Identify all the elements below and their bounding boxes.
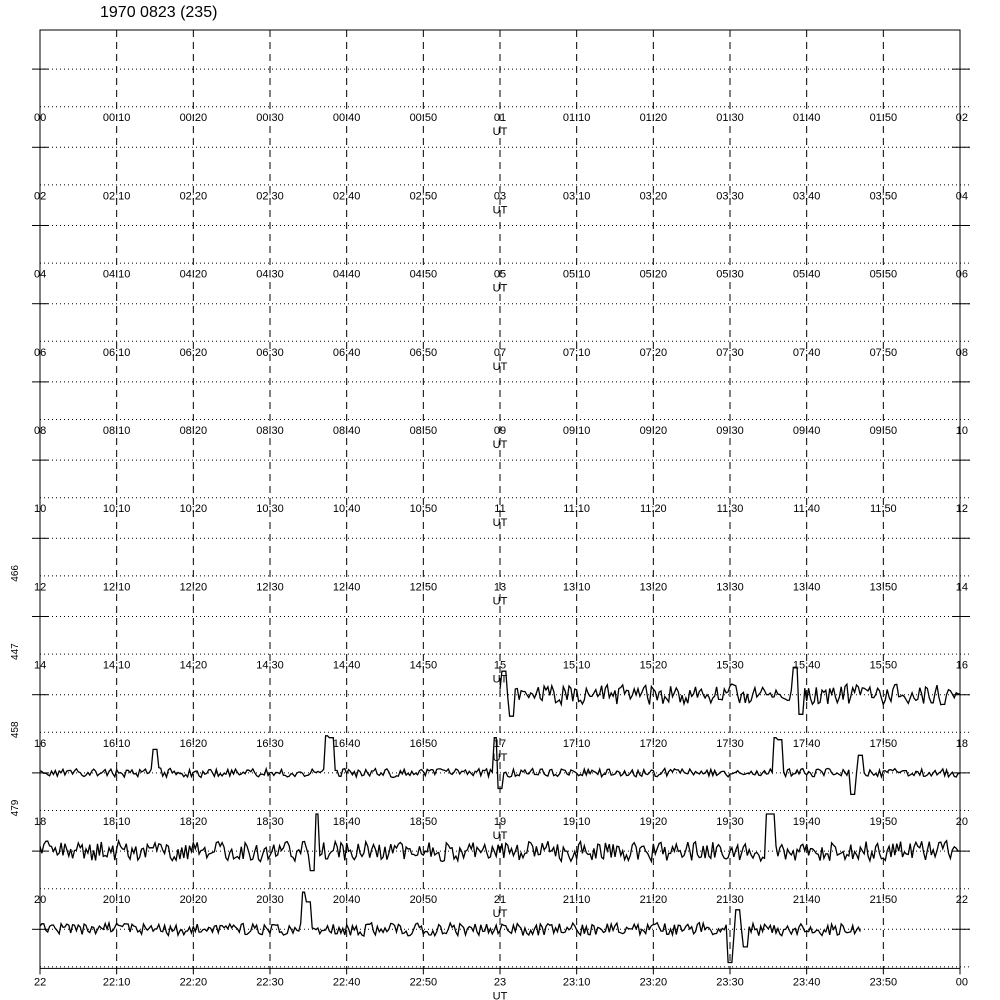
tick-label: 07:40 <box>792 346 821 359</box>
tick-label: 08:30 <box>256 425 284 437</box>
axis-unit-label: UT <box>492 908 508 921</box>
tick-label: 05:20 <box>639 268 668 281</box>
axis-unit-label: UT <box>492 595 508 608</box>
tick-label: 15:50 <box>869 659 898 672</box>
tick-label: 09:10 <box>562 425 591 437</box>
tick-label: 19 <box>493 816 507 828</box>
tick-label: 01:50 <box>869 112 898 125</box>
tick-label: 20 <box>955 816 968 828</box>
tick-label: 15:10 <box>562 659 591 672</box>
tick-label: 01:30 <box>716 112 744 125</box>
panel-side-label: 479 <box>10 799 21 817</box>
tick-label: 06 <box>955 268 968 281</box>
tick-label: 02:20 <box>179 190 208 203</box>
axis-unit-label: UT <box>492 439 508 451</box>
bottom-tick-label: 23:30 <box>716 976 744 989</box>
tick-label: 02:10 <box>102 190 131 203</box>
tick-label: 03:50 <box>869 190 898 203</box>
tick-label: 12:20 <box>179 581 208 594</box>
tick-label: 19:50 <box>869 816 898 828</box>
tick-label: 20 <box>34 894 47 907</box>
bottom-axis-unit-label: UT <box>492 990 508 1000</box>
tick-label: 21:40 <box>792 894 821 907</box>
tick-label: 18:20 <box>179 816 208 828</box>
tick-label: 10:10 <box>102 503 131 516</box>
tick-label: 14:10 <box>102 659 131 672</box>
tick-label: 07:20 <box>639 346 668 359</box>
tick-label: 05:30 <box>716 268 744 281</box>
tick-label: 08 <box>34 425 47 437</box>
tick-label: 01:20 <box>639 112 668 125</box>
tick-label: 03:10 <box>562 190 591 203</box>
tick-label: 13:20 <box>639 581 668 594</box>
tick-label: 20:10 <box>102 894 131 907</box>
tick-label: 16:50 <box>409 737 438 750</box>
tick-label: 16:40 <box>332 737 361 750</box>
axis-unit-label: UT <box>492 673 508 686</box>
tick-label: 06:50 <box>409 346 438 359</box>
tick-label: 15:30 <box>716 659 744 672</box>
tick-label: 11:50 <box>869 503 897 516</box>
tick-label: 08:10 <box>102 425 131 437</box>
bottom-tick-label: 22:50 <box>409 976 438 989</box>
axis-unit-label: UT <box>492 517 508 530</box>
tick-label: 20:40 <box>332 894 361 907</box>
tick-label: 16:20 <box>179 737 208 750</box>
tick-label: 06:20 <box>179 346 208 359</box>
bottom-tick-label: 23 <box>493 976 507 989</box>
tick-label: 18 <box>34 816 47 828</box>
tick-label: 14:50 <box>409 659 438 672</box>
tick-label: 18:10 <box>102 816 131 828</box>
tick-label: 02 <box>955 112 968 125</box>
tick-label: 09:20 <box>639 425 668 437</box>
tick-label: 04 <box>34 268 47 281</box>
tick-label: 11:10 <box>563 503 591 516</box>
tick-label: 15:40 <box>792 659 821 672</box>
panel-side-label: 447 <box>10 643 21 660</box>
tick-label: 03:30 <box>716 190 744 203</box>
tick-label: 18:50 <box>409 816 438 828</box>
tick-label: 05:50 <box>869 268 898 281</box>
tick-label: 12:10 <box>102 581 131 594</box>
tick-label: 04:50 <box>409 268 438 281</box>
bottom-tick-label: 22:40 <box>332 976 361 989</box>
tick-label: 17:40 <box>792 737 821 750</box>
tick-label: 19:20 <box>639 816 668 828</box>
tick-label: 18:40 <box>332 816 361 828</box>
tick-label: 08:40 <box>332 425 361 437</box>
bottom-tick-label: 23:20 <box>639 976 668 989</box>
tick-label: 14 <box>34 659 47 672</box>
tick-label: 14:20 <box>179 659 208 672</box>
tick-label: 12 <box>34 581 47 594</box>
tick-label: 01:10 <box>562 112 591 125</box>
axis-unit-label: UT <box>492 360 508 373</box>
tick-label: 17:50 <box>869 737 898 750</box>
tick-label: 16 <box>955 659 968 672</box>
tick-label: 07:50 <box>869 346 898 359</box>
tick-label: 16:30 <box>256 737 284 750</box>
tick-label: 04:20 <box>179 268 208 281</box>
tick-label: 08 <box>955 346 968 359</box>
tick-label: 14:40 <box>332 659 361 672</box>
tick-label: 00:50 <box>409 112 438 125</box>
tick-label: 09:30 <box>716 425 744 437</box>
tick-label: 10:30 <box>256 503 284 516</box>
tick-label: 22 <box>955 894 968 907</box>
tick-label: 08:50 <box>409 425 438 437</box>
tick-label: 00 <box>34 112 47 125</box>
tick-label: 02:40 <box>332 190 361 203</box>
bottom-tick-label: 22:20 <box>179 976 208 989</box>
tick-label: 03 <box>493 190 507 203</box>
tick-label: 08:20 <box>179 425 208 437</box>
tick-label: 17 <box>493 737 507 750</box>
tick-label: 01 <box>493 112 507 125</box>
chart-title: 1970 0823 (235) <box>100 4 218 21</box>
tick-label: 21 <box>493 894 507 907</box>
tick-label: 20:30 <box>256 894 284 907</box>
tick-label: 05:10 <box>562 268 591 281</box>
tick-label: 09:50 <box>869 425 898 437</box>
axis-unit-label: UT <box>492 204 508 217</box>
bottom-tick-label: 22:10 <box>102 976 131 989</box>
axis-unit-label: UT <box>492 751 508 764</box>
tick-label: 20:50 <box>409 894 438 907</box>
tick-label: 07:10 <box>562 346 591 359</box>
tick-label: 21:30 <box>716 894 744 907</box>
tick-label: 11 <box>494 503 506 516</box>
bottom-tick-label: 22 <box>34 976 47 989</box>
tick-label: 04:10 <box>102 268 131 281</box>
tick-label: 10:50 <box>409 503 438 516</box>
panel-side-label: 466 <box>10 565 21 582</box>
bottom-tick-label: 23:40 <box>792 976 821 989</box>
tick-label: 13:50 <box>869 581 898 594</box>
tick-label: 01:40 <box>792 112 821 125</box>
tick-label: 13:10 <box>562 581 591 594</box>
panel-side-label: 458 <box>10 721 21 739</box>
tick-label: 03:20 <box>639 190 668 203</box>
tick-label: 15 <box>493 659 507 672</box>
tick-label: 21:10 <box>562 894 591 907</box>
tick-label: 15:20 <box>639 659 668 672</box>
tick-label: 12:30 <box>256 581 284 594</box>
tick-label: 00:40 <box>332 112 361 125</box>
tick-label: 10 <box>955 425 968 437</box>
axis-unit-label: UT <box>492 282 508 295</box>
tick-label: 16 <box>34 737 47 750</box>
tick-label: 12:40 <box>332 581 361 594</box>
axis-unit-label: UT <box>492 830 508 842</box>
tick-label: 03:40 <box>792 190 821 203</box>
tick-label: 11:30 <box>716 503 744 516</box>
bottom-tick-label: 23:10 <box>562 976 591 989</box>
tick-label: 11:40 <box>793 503 821 516</box>
tick-label: 11:20 <box>639 503 667 516</box>
tick-label: 21:50 <box>869 894 898 907</box>
tick-label: 09 <box>493 425 507 437</box>
tick-label: 13:40 <box>792 581 821 594</box>
tick-label: 00:10 <box>102 112 131 125</box>
bottom-tick-label: 23:50 <box>869 976 898 989</box>
tick-label: 16:10 <box>102 737 131 750</box>
tick-label: 06:30 <box>256 346 284 359</box>
tick-label: 17:30 <box>716 737 744 750</box>
tick-label: 04 <box>955 190 968 203</box>
tick-label: 12 <box>955 503 968 516</box>
tick-label: 05 <box>493 268 507 281</box>
tick-label: 06 <box>34 346 47 359</box>
tick-label: 06:40 <box>332 346 361 359</box>
tick-label: 04:30 <box>256 268 284 281</box>
tick-label: 09:40 <box>792 425 821 437</box>
tick-label: 18:30 <box>256 816 284 828</box>
tick-label: 07 <box>493 346 507 359</box>
tick-label: 13 <box>493 581 507 594</box>
tick-label: 02 <box>34 190 47 203</box>
axis-unit-label: UT <box>492 126 508 139</box>
tick-label: 20:20 <box>179 894 208 907</box>
tick-label: 10:20 <box>179 503 208 516</box>
tick-label: 12:50 <box>409 581 438 594</box>
tick-label: 05:40 <box>792 268 821 281</box>
tick-label: 02:30 <box>256 190 284 203</box>
tick-label: 19:40 <box>792 816 821 828</box>
tick-label: 14 <box>955 581 968 594</box>
tick-label: 21:20 <box>639 894 668 907</box>
bottom-tick-label: 22:30 <box>256 976 284 989</box>
tick-label: 19:10 <box>562 816 591 828</box>
tick-label: 06:10 <box>102 346 131 359</box>
tick-label: 17:10 <box>562 737 591 750</box>
tick-label: 07:30 <box>716 346 744 359</box>
tick-label: 18 <box>955 737 968 750</box>
tick-label: 14:30 <box>256 659 284 672</box>
tick-label: 19:30 <box>716 816 744 828</box>
tick-label: 13:30 <box>716 581 744 594</box>
tick-label: 10 <box>34 503 47 516</box>
tick-label: 00:20 <box>179 112 208 125</box>
tick-label: 04:40 <box>332 268 361 281</box>
tick-label: 00:30 <box>256 112 284 125</box>
tick-label: 10:40 <box>332 503 361 516</box>
bottom-tick-label: 00 <box>955 976 968 989</box>
tick-label: 17:20 <box>639 737 668 750</box>
tick-label: 02:50 <box>409 190 438 203</box>
